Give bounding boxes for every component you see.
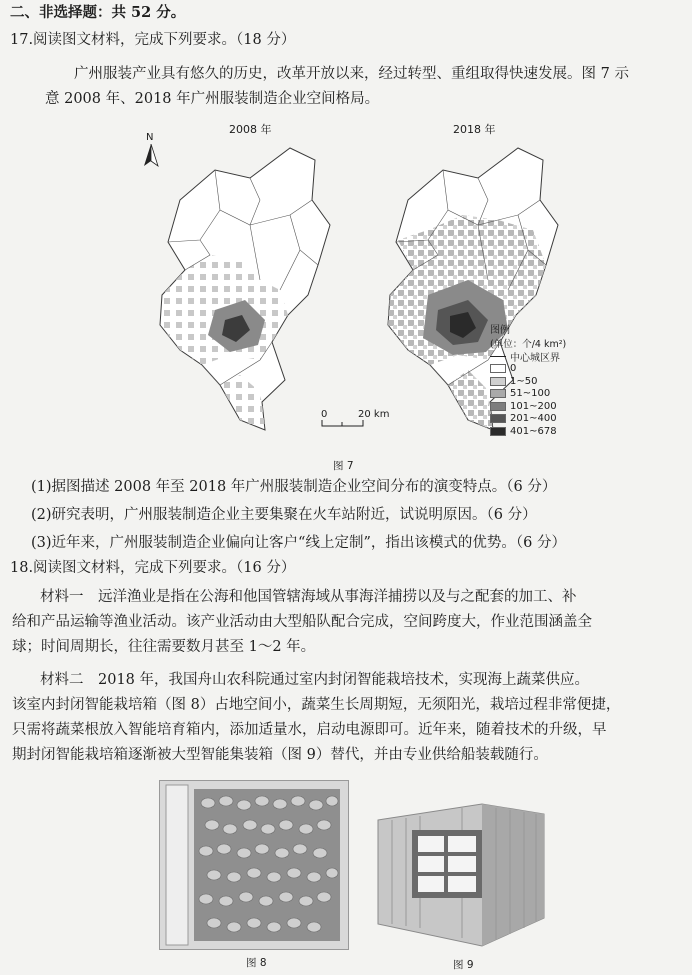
map-left-title: 2008 年 (229, 123, 272, 136)
legend-item-label: 1~50 (510, 375, 538, 387)
legend-item-label: 0 (510, 363, 517, 375)
legend-item (490, 413, 590, 426)
cultivation-box-image (160, 781, 348, 949)
q18-material1-line2: 给和产品运输等渔业活动。该产业活动由大型船队配合完成，空间跨度大，作业范围涵盖全 (12, 614, 592, 630)
legend-title: 图例 (490, 325, 510, 336)
q17-intro-line2: 意 2008 年、2018 年广州服装制造企业空间格局。 (45, 91, 380, 107)
q17-sub2: (2)研究表明，广州服装制造企业主要集聚在火车站附近，试说明原因。（6 分） (31, 507, 537, 523)
figure-7-caption: 图 7 (333, 460, 354, 472)
figure-8-photo (159, 780, 349, 950)
scale-distance: 20 km (358, 409, 390, 420)
question-17-title: 17.阅读图文材料，完成下列要求。（18 分） (10, 32, 296, 48)
legend-item (490, 400, 590, 413)
question-18-title: 18.阅读图文材料，完成下列要求。（16 分） (10, 560, 296, 576)
legend-swatch (490, 389, 506, 398)
figure-9-container-image (372, 800, 548, 950)
q17-intro-line1: 广州服装产业具有悠久的历史，改革开放以来，经过转型、重组取得快速发展。图 7 示 (74, 66, 629, 82)
legend-boundary (490, 350, 590, 363)
map-2008 (160, 148, 330, 430)
legend-item-label: 401~678 (510, 425, 557, 437)
legend-swatch (490, 427, 506, 436)
q18-material2-line3: 只需将蔬菜根放入智能培育箱内，添加适量水，启动电源即可。近年来，随着技术的升级，早 (12, 722, 607, 738)
scale-zero: 0 (321, 409, 328, 420)
q18-material2-line1: 材料二 2018 年，我国舟山农科院通过室内封闭智能栽培技术，实现海上蔬菜供应。 (40, 672, 590, 688)
legend-swatch (490, 377, 506, 386)
legend-swatch (490, 364, 506, 373)
q18-material2-line4: 期封闭智能栽培箱逐渐被大型智能集装箱（图 9）替代，并由专业供给船装载随行。 (12, 747, 548, 763)
q18-material1-line3: 球；时间周期长，往往需要数月甚至 1～2 年。 (12, 639, 316, 655)
figure-8-caption: 图 8 (246, 957, 267, 969)
scale-bar (321, 420, 365, 428)
legend-boundary-label: 中心城区界 (510, 352, 560, 364)
map-right-title: 2018 年 (453, 123, 496, 136)
legend-item (490, 375, 590, 388)
boundary-line-icon (490, 356, 506, 357)
q18-material2-line2: 该室内封闭智能栽培箱（图 8）占地空间小，蔬菜生长周期短，无须阳光，栽培过程非常便捷， (12, 697, 621, 713)
north-label: N (146, 132, 154, 143)
legend-item (490, 425, 590, 438)
legend-item-label: 201~400 (510, 413, 557, 425)
legend-item-label: 101~200 (510, 400, 557, 412)
legend-item (490, 388, 590, 401)
q17-sub1: (1)据图描述 2008 年至 2018 年广州服装制造企业空间分布的演变特点。（6 分） (31, 479, 557, 495)
legend-swatch (490, 402, 506, 411)
legend-unit: (单位：个/4 km²) (490, 339, 567, 350)
legend-item (490, 363, 590, 376)
q18-material1-line1: 材料一 远洋渔业是指在公海和他国管辖海域从事海洋捕捞以及与之配套的加工、补 (40, 589, 577, 605)
q17-sub3: (3)近年来，广州服装制造企业偏向让客户“线上定制”，指出该模式的优势。（6 分） (31, 535, 566, 551)
figure-9-caption: 图 9 (453, 959, 474, 971)
legend-swatch (490, 414, 506, 423)
section-header: 二、非选择题：共 52 分。 (10, 4, 186, 21)
map-legend (490, 321, 590, 438)
legend-item-label: 51~100 (510, 388, 551, 400)
